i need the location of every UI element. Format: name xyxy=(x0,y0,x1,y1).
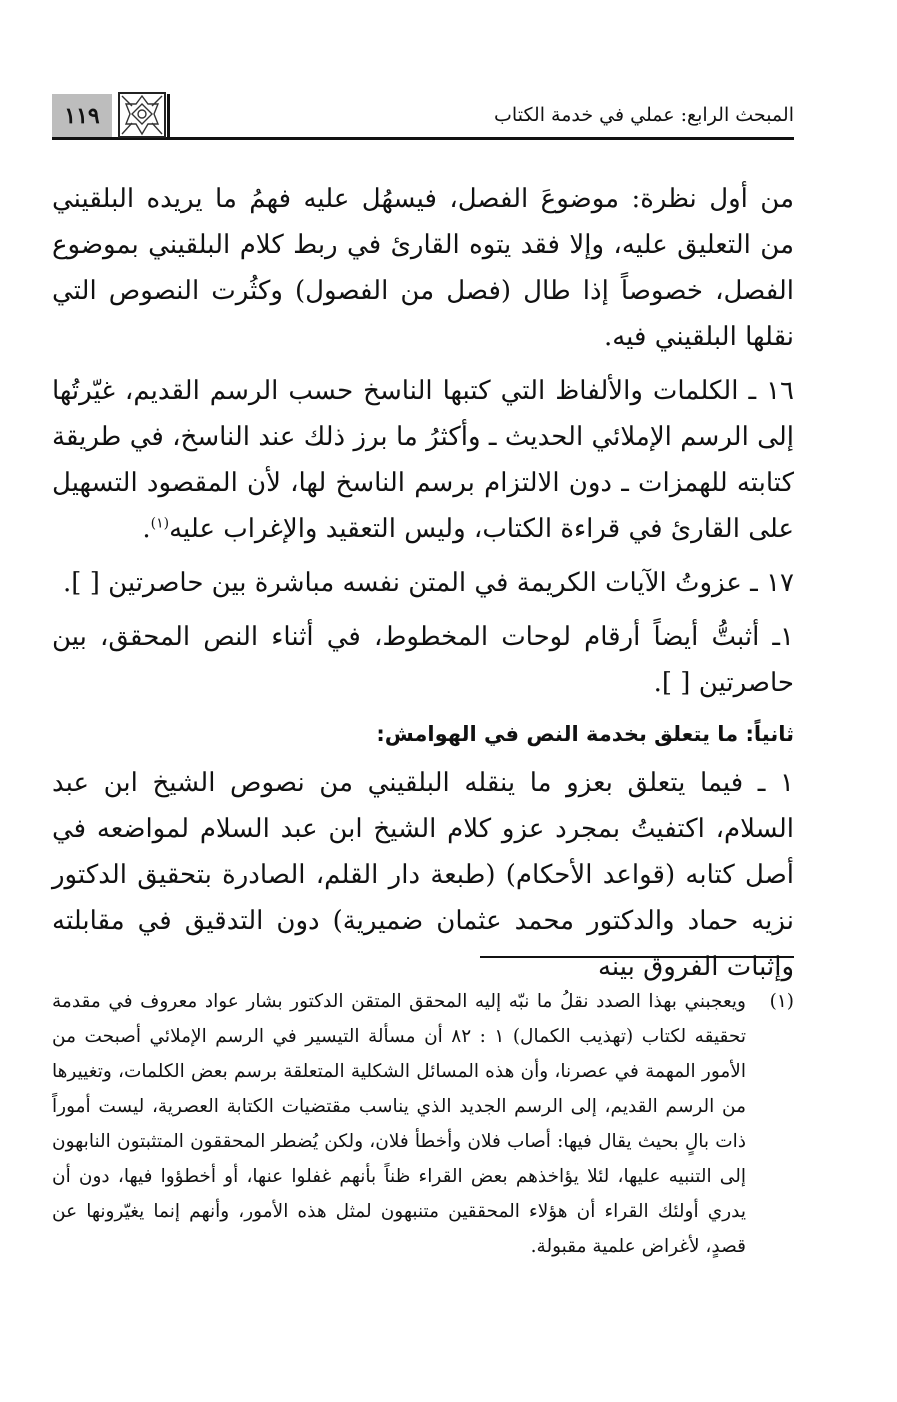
footnote-text: ويعجبني بهذا الصدد نقلُ ما نبّه إليه المحقق المتقن الدكتور بشار عواد معروف في مقدمة تحقيقه لكتاب (تهذيب الكمال) ١ : ٨٢ أن مسألة التيسير في الرسم الإملائي أصبحت من الأمور المهمة في عصرنا، وأن هذه المسائل الشكلية المتعلقة برسم بعض الكلمات، وتغييرها من الرسم القديم، إلى الرسم الجديد الذي يناسب مقتضيات الكتابة العصرية، ليست أموراً ذات بالٍ بحيث يقال فيها: أصاب فلان وأخطأ فلان، ولكن يُضطر المحققون المتثبتون النابهون إلى التنبيه عليها، لئلا يؤاخذهم بعض القراء ظناً بأنهم غفلوا عنها، أو أخطؤوا فيها، دون أن يدري أولئك القراء أن هؤلاء المحققين متنبهون لمثل هذه الأمور، وأنهم إنما يغيّرونها عن قصدٍ، لأغراض علمية مقبولة. xyxy=(52,991,746,1257)
footnote-marker: (١) xyxy=(769,991,794,1012)
footnote-separator xyxy=(480,956,794,958)
paragraph-1: من أول نظرة: موضوعَ الفصل، فيسهُل عليه فهمُ ما يريده البلقيني من التعليق عليه، وإلا فقد يتوه القارئ في ربط كلام البلقيني بموضوع الفصل، خصوصاً إذا طال (فصل من الفصول) وكثُرت النصوص التي نقلها البلقيني فيه. xyxy=(52,184,794,352)
main-text xyxy=(52,176,794,998)
running-title: المبحث الرابع: عملي في خدمة الكتاب xyxy=(494,104,794,126)
header-divider xyxy=(167,94,170,137)
paragraph-16-text: ١٦ ـ الكلمات والألفاظ التي كتبها الناسخ حسب الرسم القديم، غيّرتُها إلى الرسم الإملائي الحديث ـ وأكثرُ ما برز ذلك عند الناسخ، في طريقة كتابته للهمزات ـ دون الالتزام برسم الناسخ لها، لأن المقصود التسهيل على القارئ في قراءة الكتاب، وليس التعقيد والإغراب عليه xyxy=(52,376,794,544)
arabesque-ornament-icon xyxy=(118,92,166,138)
paragraph-17: ١٧ ـ عزوتُ الآيات الكريمة في المتن نفسه مباشرة بين حاصرتين [ ]. xyxy=(63,568,794,598)
paragraph-16 xyxy=(52,368,794,552)
paragraph-18: ١ـ أثبتُّ أيضاً أرقام لوحات المخطوط، في أثناء النص المحقق، بين حاصرتين [ ]. xyxy=(52,622,794,698)
footnote xyxy=(52,984,794,1264)
paragraph-16-end: . xyxy=(142,514,151,544)
footnote-reference: (١) xyxy=(150,515,170,532)
paragraph-footnotes-1: ١ ـ فيما يتعلق بعزو ما ينقله البلقيني من نصوص الشيخ ابن عبد السلام، اكتفيتُ بمجرد عزو كلام الشيخ ابن عبد السلام لمواضعه في أصل كتابه (قواعد الأحكام) (طبعة دار القلم، الصادرة بتحقيق الدكتور نزيه حماد والدكتور محمد عثمان ضميرية) دون التدقيق في مقابلته وإثبات الفروق بينه xyxy=(52,768,794,982)
section-heading: ثانياً: ما يتعلق بخدمة النص في الهوامش: xyxy=(376,722,794,746)
page-header xyxy=(52,82,794,140)
page-number: ١١٩ xyxy=(52,94,112,137)
